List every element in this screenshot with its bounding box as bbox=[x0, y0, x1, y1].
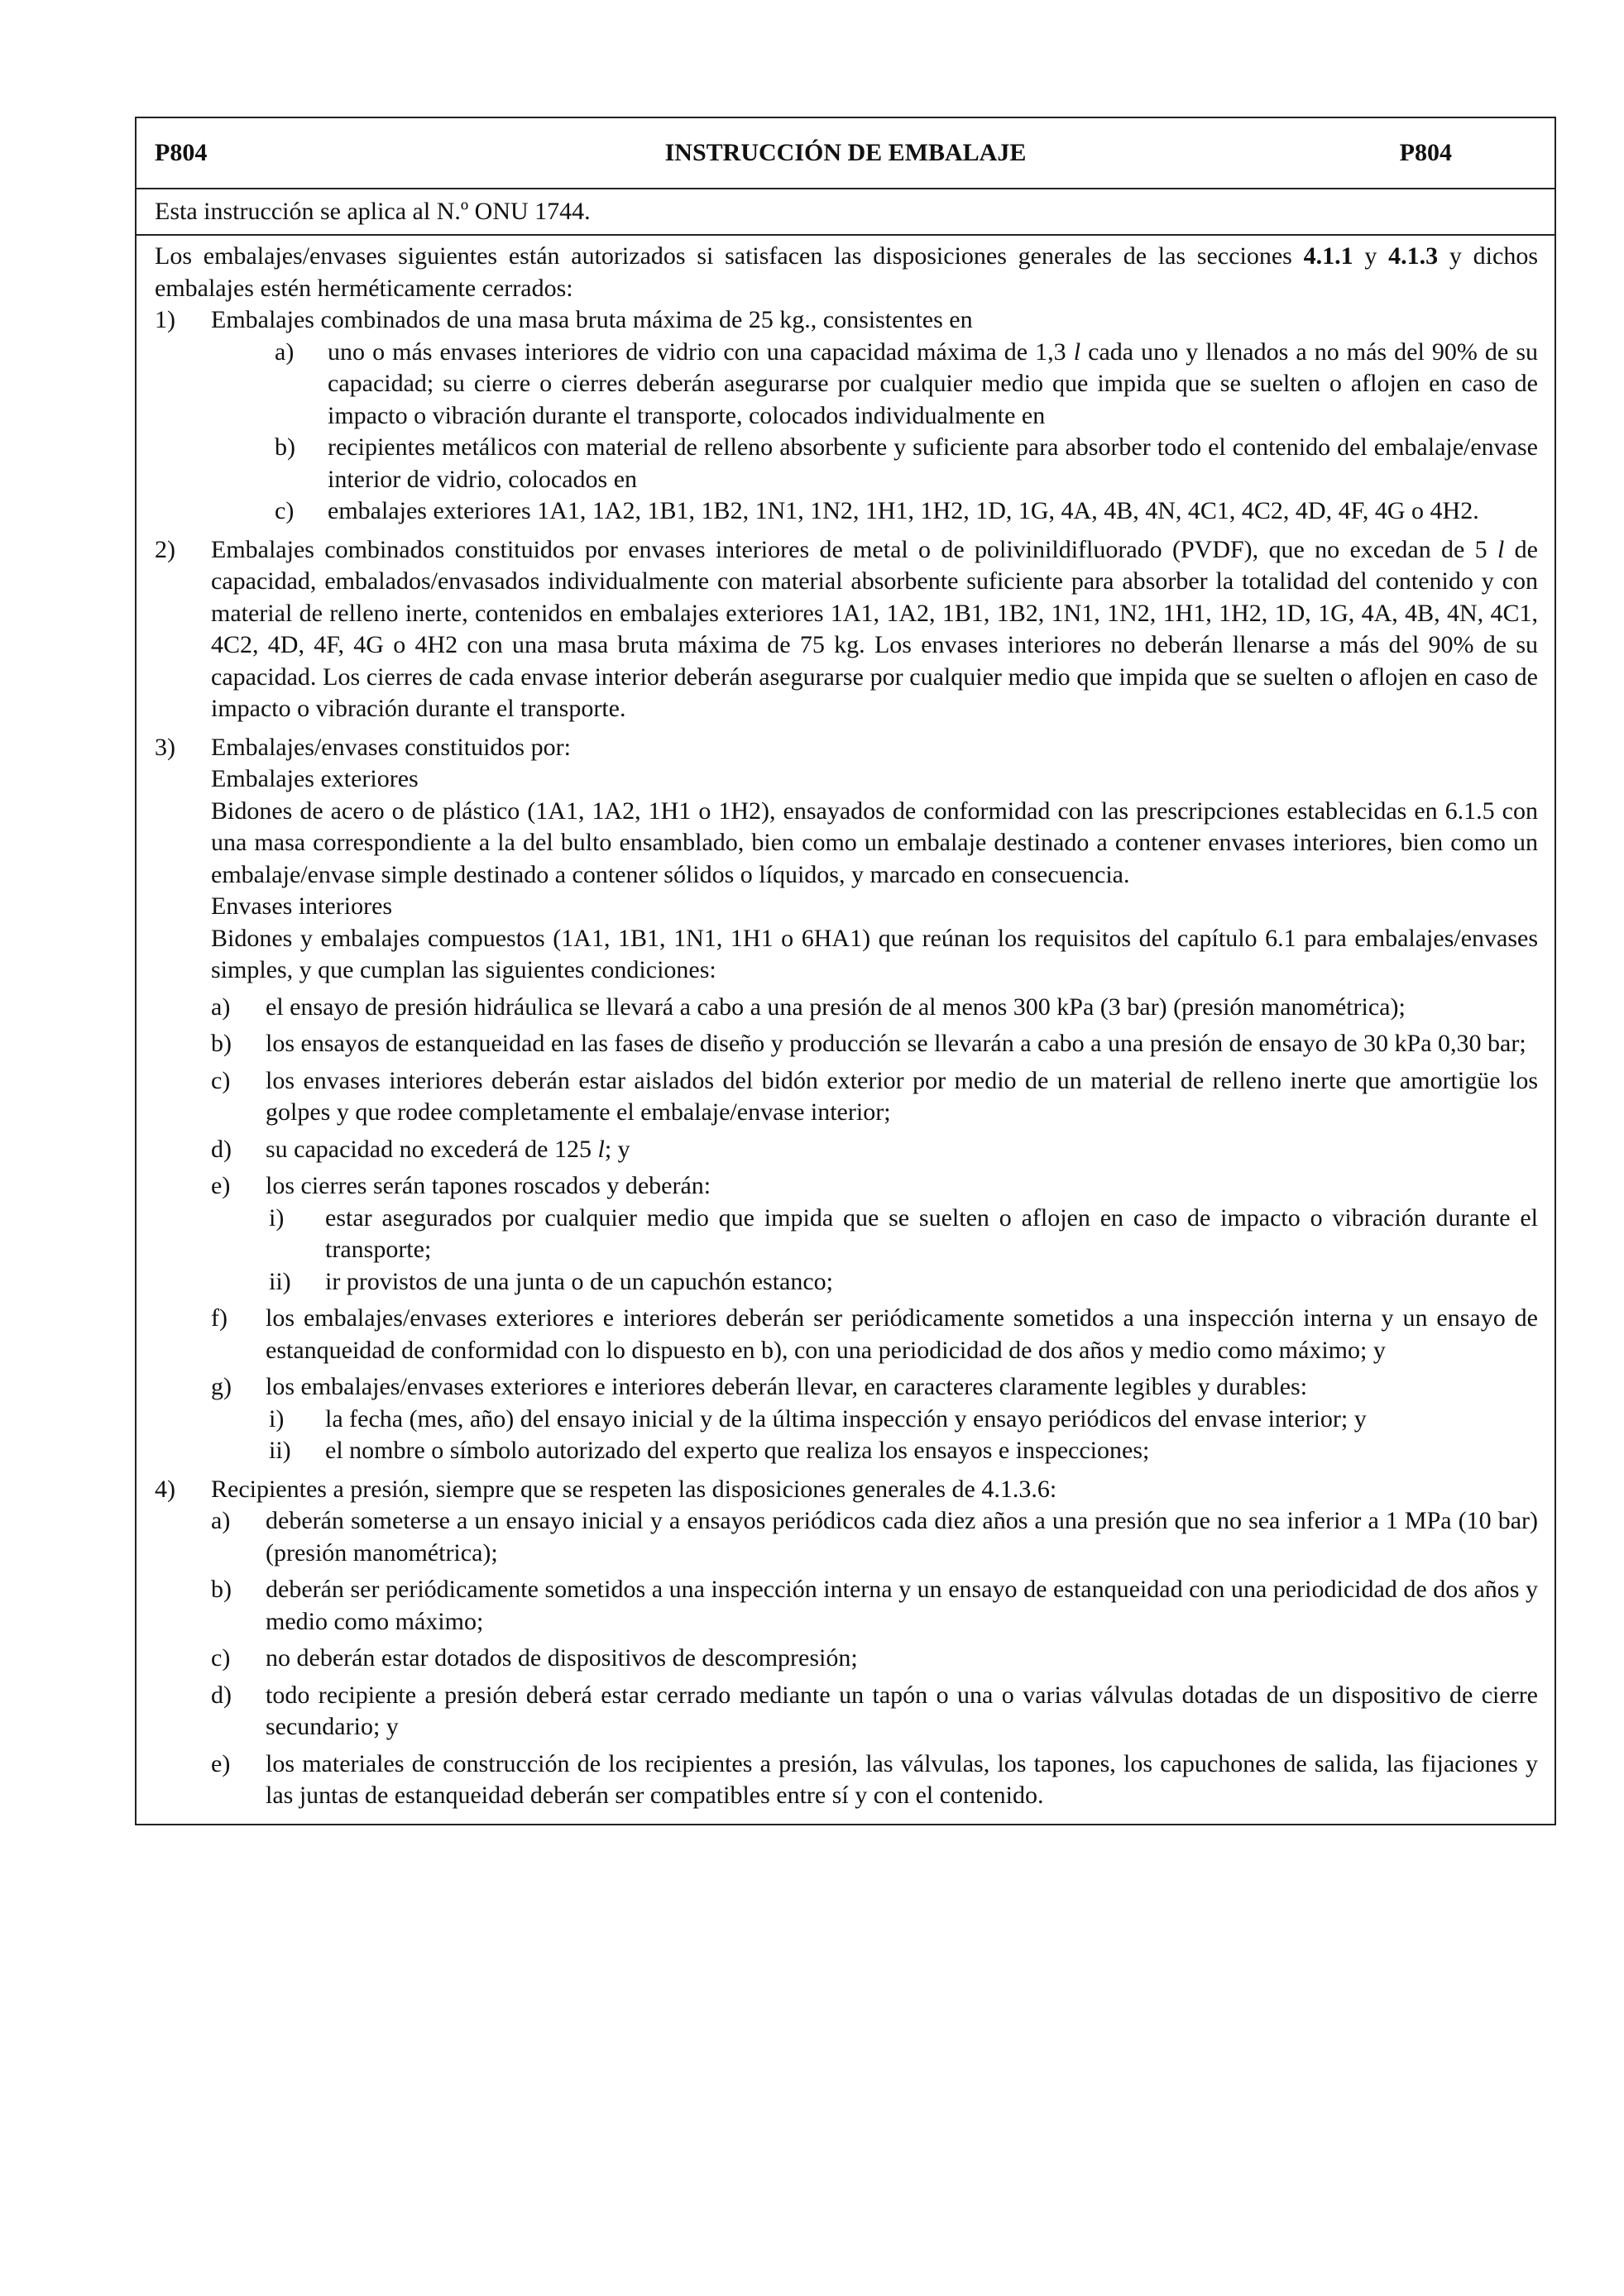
item-label: b) bbox=[211, 1576, 232, 1603]
header-row bbox=[137, 118, 1555, 189]
inner-packagings-heading: Envases interiores bbox=[211, 892, 393, 920]
section-4-number: 4) bbox=[155, 1475, 175, 1503]
instruction-title: INSTRUCCIÓN DE EMBALAJE bbox=[664, 139, 1027, 166]
section-4-item-e bbox=[211, 1748, 1538, 1812]
item-text: los embalajes/envases exteriores e interiores deberán ser periódicamente sometidos a una inspección interna y un ensayo de estanqueidad de conformidad con lo dispuesto en b), con una periodicidad de dos años y medio como máximo; y bbox=[266, 1304, 1538, 1364]
section-4 bbox=[155, 1474, 1538, 1812]
item-label: a) bbox=[211, 993, 231, 1021]
section-3 bbox=[155, 732, 1538, 1467]
subitem-label: i) bbox=[269, 1203, 285, 1232]
item-label: d) bbox=[211, 1681, 232, 1709]
general-text-mid: y bbox=[1353, 242, 1389, 270]
section-3-item-g-i bbox=[269, 1404, 1538, 1436]
subitem-label: ii) bbox=[269, 1267, 291, 1295]
packing-instruction-table bbox=[135, 117, 1556, 1825]
item-label: c) bbox=[211, 1066, 231, 1094]
subitem-label: i) bbox=[269, 1404, 285, 1433]
section-1 bbox=[155, 304, 1538, 337]
item-text: los embalajes/envases exteriores e interiores deberán llevar, en caracteres claramente legibles y durables: bbox=[266, 1373, 1308, 1400]
item-text: el ensayo de presión hidráulica se llevará a cabo a una presión de al menos 300 kPa (3 bar) (presión manométrica); bbox=[266, 993, 1406, 1021]
section-1-item-b bbox=[275, 432, 1538, 495]
general-text-end: y dichos embalajes estén herméticamente cerrados: bbox=[155, 242, 1539, 302]
item-label: e) bbox=[211, 1172, 231, 1199]
applicability-text: Esta instrucción se aplica al N.º ONU 1744. bbox=[155, 198, 591, 225]
item-text: no deberán estar dotados de dispositivos de descompresión; bbox=[266, 1644, 858, 1672]
subitem-label: ii) bbox=[269, 1437, 291, 1464]
litre-unit: l bbox=[1497, 535, 1505, 563]
section-4-item-d bbox=[211, 1680, 1538, 1744]
item-label: a) bbox=[211, 1507, 231, 1534]
section-4-item-a bbox=[211, 1505, 1538, 1569]
item-text: deberán someterse a un ensayo inicial y a ensayos periódicos cada diez años a una presión que no sea inferior a 1 MPa (10 bar) (presión manométrica); bbox=[266, 1507, 1538, 1567]
section-1-items bbox=[155, 337, 1538, 528]
section-2-text: Embalajes combinados constituidos por envases interiores de metal o de polivinildifluorado (PVDF), que no excedan de 5 l de capacidad, embalados/envasados individualmente con material absorbente suficiente para absorber la totalidad del contenido y con material de relleno inerte, contenidos en embalajes exteriores 1A1, 1A2, 1B1, 1B2, 1N1, 1N2, 1H1, 1H2, 1D, 1G, 4A, 4B, 4N, 4C1, 4C2, 4D, 4F, 4G o 4H2 con una masa bruta máxima de 75 kg. Los envases interiores no deberán llenarse a más del 90% de su capacidad. Los cierres de cada envase interior deberán asegurarse por cualquier medio que impida que se suelten o aflojen en caso de impacto o vibración durante el transporte. bbox=[211, 535, 1538, 722]
item-text: deberán ser periódicamente sometidos a una inspección interna y un ensayo de estanqueidad con una periodicidad de dos años y medio como máximo; bbox=[266, 1576, 1538, 1635]
item-label: a) bbox=[275, 337, 295, 366]
section-3-item-e-i bbox=[269, 1203, 1538, 1266]
provisions-body bbox=[137, 236, 1555, 1824]
item-text: los ensayos de estanqueidad en las fases de diseño y producción se llevarán a cabo a una presión de ensayo de 30 kPa 0,30 bar; bbox=[266, 1030, 1526, 1057]
section-3-text: Embalajes/envases constituidos por: bbox=[211, 733, 571, 761]
outer-packagings-text: Bidones de acero o de plástico (1A1, 1A2, 1H1 o 1H2), ensayados de conformidad con las prescripciones establecidas en 6.1.5 con una masa correspondiente a la del bulto ensamblado, bien como un embalaje destinado a contener envases interiores, bien como un embalaje/envase simple destinado a contener sólidos o líquidos, y marcado en consecuencia. bbox=[211, 796, 1538, 888]
instruction-code-left: P804 bbox=[155, 139, 208, 166]
subitem-text: la fecha (mes, año) del ensayo inicial y de la última inspección y ensayo periódicos del envase interior; y bbox=[325, 1404, 1367, 1433]
item-text: todo recipiente a presión deberá estar cerrado mediante un tapón o una o varias válvulas dotadas de un dispositivo de cierre secundario; y bbox=[266, 1681, 1538, 1740]
item-label: g) bbox=[211, 1373, 232, 1400]
subitem-text: ir provistos de una junta o de un capuchón estanco; bbox=[325, 1267, 834, 1295]
section-3-item-f bbox=[211, 1303, 1538, 1366]
instruction-code-right: P804 bbox=[1399, 139, 1452, 166]
section-3-item-c bbox=[211, 1065, 1538, 1129]
section-3-item-g bbox=[211, 1371, 1538, 1404]
item-text: embalajes exteriores 1A1, 1A2, 1B1, 1B2, 1N1, 1N2, 1H1, 1H2, 1D, 1G, 4A, 4B, 4N, 4C1, 4C2, 4D, 4F, 4G o 4H2. bbox=[328, 497, 1479, 524]
outer-packagings-heading: Embalajes exteriores bbox=[211, 765, 419, 792]
inner-packagings-text: Bidones y embalajes compuestos (1A1, 1B1, 1N1, 1H1 o 6HA1) que reúnan los requisitos del capítulo 6.1 para embalajes/envases simples, y que cumplan las siguientes condiciones: bbox=[211, 924, 1538, 983]
section-4-item-c bbox=[211, 1643, 1538, 1675]
section-3-item-e bbox=[211, 1170, 1538, 1203]
section-1-text: Embalajes combinados de una masa bruta máxima de 25 kg., consistentes en bbox=[211, 306, 973, 333]
section-3-item-a bbox=[211, 992, 1538, 1024]
litre-unit: l bbox=[597, 1135, 605, 1163]
section-3-item-d bbox=[211, 1134, 1538, 1166]
section-3-item-b bbox=[211, 1028, 1538, 1060]
general-provisions bbox=[155, 241, 1538, 304]
section-2-number: 2) bbox=[155, 535, 175, 563]
item-label: c) bbox=[275, 497, 295, 524]
item-text: los materiales de construcción de los recipientes a presión, las válvulas, los tapones, los capuchones de salida, las fijaciones y las juntas de estanqueidad deberán ser compatibles entre sí y con el contenido. bbox=[266, 1749, 1538, 1809]
subitem-text: estar asegurados por cualquier medio que impida que se suelten o aflojen en caso de impacto o vibración durante el transporte; bbox=[325, 1203, 1538, 1263]
section-1-number: 1) bbox=[155, 306, 175, 333]
item-label: d) bbox=[211, 1135, 232, 1163]
section-ref-4-1-3: 4.1.3 bbox=[1388, 242, 1439, 270]
section-4-item-b bbox=[211, 1574, 1538, 1638]
section-2 bbox=[155, 534, 1538, 725]
litre-unit: l bbox=[1073, 337, 1081, 366]
item-text: los envases interiores deberán estar aislados del bidón exterior por medio de un material de relleno inerte que amortigüe los golpes y que rodee completamente el embalaje/envase interior; bbox=[266, 1066, 1538, 1126]
item-text: uno o más envases interiores de vidrio con una capacidad máxima de 1,3 l cada uno y llenados a no más del 90% de su capacidad; su cierre o cierres deberán asegurarse por cualquier medio que impida que se suelten o aflojen en caso de impacto o vibración durante el transporte, colocados individualmente en bbox=[328, 337, 1538, 429]
section-4-text: Recipientes a presión, siempre que se respeten las disposiciones generales de 4.1.3.6: bbox=[211, 1475, 1057, 1503]
item-label: b) bbox=[211, 1030, 232, 1057]
applicability-row bbox=[137, 189, 1555, 236]
section-ref-4-1-1: 4.1.1 bbox=[1303, 242, 1353, 270]
item-text: los cierres serán tapones roscados y deberán: bbox=[266, 1172, 711, 1199]
section-3-item-e-ii bbox=[269, 1266, 1538, 1299]
section-3-number: 3) bbox=[155, 733, 175, 761]
item-label: f) bbox=[211, 1304, 228, 1332]
general-text-start: Los embalajes/envases siguientes están autorizados si satisfacen las disposiciones generales de las secciones bbox=[155, 242, 1304, 270]
section-3-item-g-ii bbox=[269, 1435, 1538, 1467]
item-label: b) bbox=[275, 433, 295, 461]
subitem-text: el nombre o símbolo autorizado del experto que realiza los ensayos e inspecciones; bbox=[325, 1437, 1150, 1464]
item-label: e) bbox=[211, 1749, 231, 1777]
section-1-item-c bbox=[275, 495, 1538, 528]
item-label: c) bbox=[211, 1644, 231, 1672]
item-text: su capacidad no excederá de 125 l; y bbox=[266, 1135, 630, 1163]
section-1-item-a bbox=[275, 337, 1538, 433]
item-text: recipientes metálicos con material de relleno absorbente y suficiente para absorber todo el contenido del embalaje/envase interior de vidrio, colocados en bbox=[328, 433, 1538, 493]
